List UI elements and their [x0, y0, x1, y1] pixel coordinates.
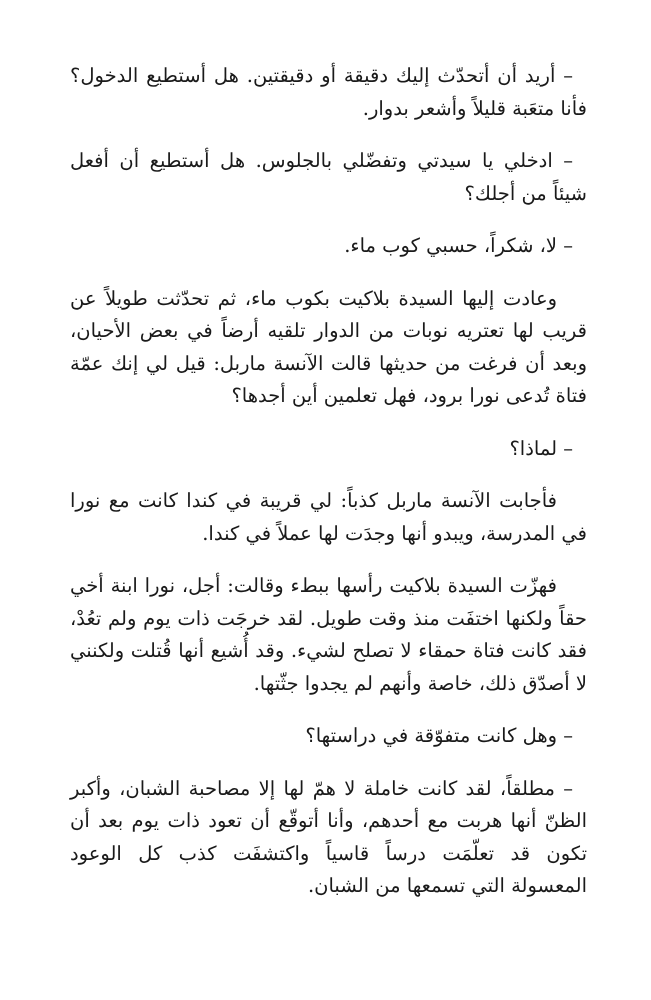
- dialogue-paragraph-6: – مطلقاً، لقد كانت خاملة لا همّ لها إلا مصاحبة الشبان، وأكبر الظنّ أنها هربت مع أحدهم، وأنا أتوقّع أن تعود ذات يوم بعد أن تكون قد تعلّمَت درساً قاسياً واكتشفَت كذب كل الوعود المعسولة التي تسمعها من الشبان.: [70, 776, 587, 897]
- narrative-paragraph-3: فهزّت السيدة بلاكيت رأسها ببطء وقالت: أجل، نورا ابنة أخي حقاً ولكنها اختفَت منذ وقت طويل. لقد خرجَت ذات يوم ولم تعُدْ، فقد كانت فتاة حمقاء لا تصلح لشيء. وقد أُشيع أنها قُتلت ولكنني لا أصدّق ذلك، خاصة وأنهم لم يجدوا جثّتها.: [70, 574, 587, 695]
- narrative-paragraph-2: فأجابت الآنسة ماربل كذباً: لي قريبة في كندا كانت مع نورا في المدرسة، ويبدو أنها وجدَت لها عملاً في كندا.: [70, 489, 587, 545]
- dialogue-paragraph-2: – ادخلي يا سيدتي وتفضّلي بالجلوس. هل أستطيع أن أفعل شيئاً من أجلك؟: [70, 149, 587, 205]
- dialogue-paragraph-3: – لا، شكراً، حسبي كوب ماء.: [344, 234, 573, 257]
- narrative-paragraph-1: وعادت إليها السيدة بلاكيت بكوب ماء، ثم تحدّثت طويلاً عن قريب لها تعتريه نوبات من الدوار تلقيه أرضاً في بعض الأحيان، وبعد أن فرغت من حديثها قالت الآنسة ماربل: قيل لي إنك عمّة فتاة تُدعى نورا برود، فهل تعلمين أين أجدها؟: [70, 286, 587, 407]
- dialogue-paragraph-4: – لماذا؟: [509, 436, 573, 460]
- dialogue-paragraph-1: – أريد أن أتحدّث إليك دقيقة أو دقيقتين. هل أستطيع الدخول؟ فأنا متعَبة قليلاً وأشعر بدوار.: [70, 64, 587, 120]
- book-page: [70, 60, 587, 923]
- dialogue-paragraph-5: – وهل كانت متفوّقة في دراستها؟: [305, 724, 573, 747]
